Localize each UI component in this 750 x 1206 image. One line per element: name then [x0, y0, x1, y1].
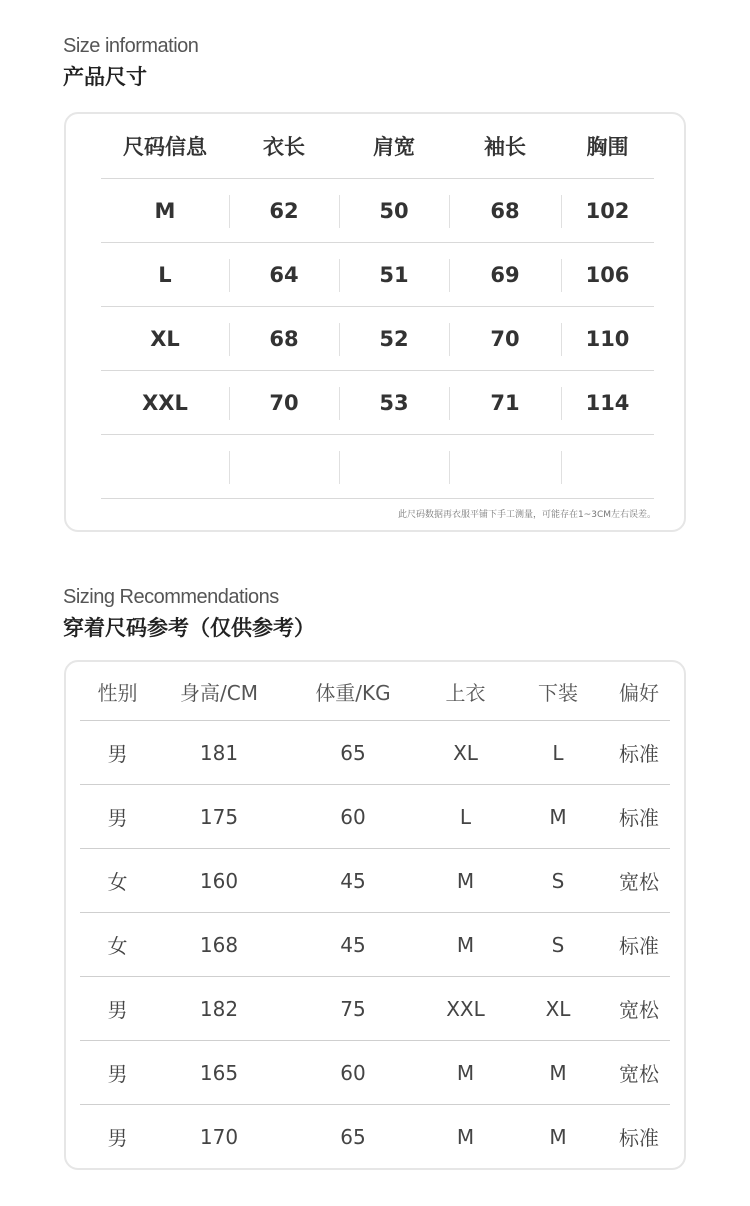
recommendations-cell: 男 [107, 1126, 128, 1150]
recommendations-cell: 65 [340, 1124, 366, 1149]
recommendations-cell: 60 [283, 785, 423, 849]
size-table-cell: 106 [561, 243, 654, 307]
size-table-cell: 68 [229, 307, 339, 371]
recommendations-cell: 65 [283, 721, 423, 785]
size-table-cell: 69 [449, 243, 561, 307]
size-header-cell: 肩宽 [339, 114, 449, 179]
size-table-cell: 71 [449, 371, 561, 435]
recommendations-header-cell: 下装 [508, 662, 608, 721]
recommendations-row [80, 1041, 670, 1105]
size-table-cell: 68 [449, 179, 561, 243]
recommendations-cell: 182 [155, 977, 283, 1041]
size-table-cell: L [101, 243, 229, 307]
recommendations-cell: 宽松 [608, 1041, 670, 1105]
recommendations-cell: 男 [80, 1041, 155, 1105]
recommendations-cell: 45 [283, 913, 423, 977]
size-info-card [64, 112, 686, 532]
size-table-cell: XXL [101, 371, 229, 435]
recommendations-cell: L [423, 785, 508, 849]
recommendations-header-cell: 身高/CM [155, 662, 283, 721]
size-header-cell: 胸围 [561, 114, 654, 179]
recommendations-cell: M [423, 849, 508, 913]
recommendations-cell: 60 [283, 1041, 423, 1105]
recommendations-header-cell: 性别 [80, 662, 155, 721]
size-table-cell: 50 [339, 179, 449, 243]
recommendations-cell: L [508, 721, 608, 785]
size-table-row [101, 371, 654, 435]
recommendations-title-en: Sizing Recommendations [63, 586, 279, 608]
recommendations-cell: 160 [155, 849, 283, 913]
recommendations-cell: 标准 [619, 1126, 659, 1150]
recommendations-cell: 45 [283, 849, 423, 913]
size-table-cell: 53 [339, 371, 449, 435]
recommendations-cell: 宽松 [608, 977, 670, 1041]
recommendations-row [80, 1105, 670, 1169]
recommendations-table [80, 662, 670, 1168]
recommendations-header-cell: 偏好 [608, 662, 670, 721]
recommendations-cell: 75 [283, 977, 423, 1041]
size-info-title-en: Size information [63, 35, 199, 57]
size-table-cell [449, 435, 561, 499]
recommendations-cell: 175 [155, 785, 283, 849]
recommendations-cell: 女 [80, 913, 155, 977]
recommendations-cell: M [549, 1124, 567, 1149]
recommendations-cell: 标准 [608, 913, 670, 977]
size-header-cell: 衣长 [229, 114, 339, 179]
size-table [101, 114, 654, 499]
size-info-title-cn: 产品尺寸 [63, 65, 147, 89]
recommendations-cell: 165 [155, 1041, 283, 1105]
recommendations-cell: M [508, 785, 608, 849]
size-table-cell: 62 [229, 179, 339, 243]
size-header-cell: 尺码信息 [101, 114, 229, 179]
recommendations-card [64, 660, 686, 1170]
recommendations-cell: XL [423, 721, 508, 785]
recommendations-title-cn: 穿着尺码参考（仅供参考） [63, 616, 315, 640]
recommendations-cell: 168 [155, 913, 283, 977]
recommendations-header-cell: 上衣 [423, 662, 508, 721]
recommendations-row [80, 977, 670, 1041]
recommendations-cell: 标准 [608, 785, 670, 849]
recommendations-cell: 181 [155, 721, 283, 785]
recommendations-cell: 男 [80, 721, 155, 785]
recommendations-row [80, 785, 670, 849]
size-table-cell: 70 [229, 371, 339, 435]
recommendations-cell: M [508, 1041, 608, 1105]
size-measurement-note: 此尺码数据再衣服平铺下手工测量，可能存在1~3CM左右误差。 [397, 510, 656, 520]
size-table-cell: 70 [449, 307, 561, 371]
recommendations-row [80, 849, 670, 913]
recommendations-row [80, 913, 670, 977]
recommendations-cell: 标准 [608, 721, 670, 785]
recommendations-cell: 170 [199, 1124, 239, 1149]
recommendations-cell: S [508, 913, 608, 977]
size-table-cell [229, 435, 339, 499]
size-table-cell: 114 [561, 371, 654, 435]
recommendations-header-cell: 体重/KG [283, 662, 423, 721]
recommendations-row [80, 721, 670, 785]
size-table-cell: 64 [229, 243, 339, 307]
recommendations-cell: XL [508, 977, 608, 1041]
size-table-cell [339, 435, 449, 499]
recommendations-cell: S [508, 849, 608, 913]
recommendations-cell: M [456, 1124, 475, 1149]
recommendations-cell: 女 [80, 849, 155, 913]
size-table-row [101, 307, 654, 371]
size-table-row [101, 243, 654, 307]
size-table-cell: 52 [339, 307, 449, 371]
size-table-cell: 102 [561, 179, 654, 243]
size-table-row [101, 179, 654, 243]
recommendations-cell: 宽松 [608, 849, 670, 913]
recommendations-cell: 男 [80, 977, 155, 1041]
recommendations-cell: XXL [423, 977, 508, 1041]
size-table-cell [101, 435, 229, 499]
size-info-heading [63, 35, 198, 91]
recommendations-header-row [80, 662, 670, 721]
size-header-cell: 袖长 [449, 114, 561, 179]
size-table-cell [561, 435, 654, 499]
recommendations-heading [63, 586, 315, 642]
recommendations-cell: M [423, 913, 508, 977]
size-table-cell: 51 [339, 243, 449, 307]
size-table-row [101, 435, 654, 499]
size-table-cell: 110 [561, 307, 654, 371]
size-table-header-row [101, 114, 654, 179]
recommendations-cell: M [423, 1041, 508, 1105]
size-table-cell: M [101, 179, 229, 243]
recommendations-cell: 男 [80, 785, 155, 849]
size-table-cell: XL [101, 307, 229, 371]
